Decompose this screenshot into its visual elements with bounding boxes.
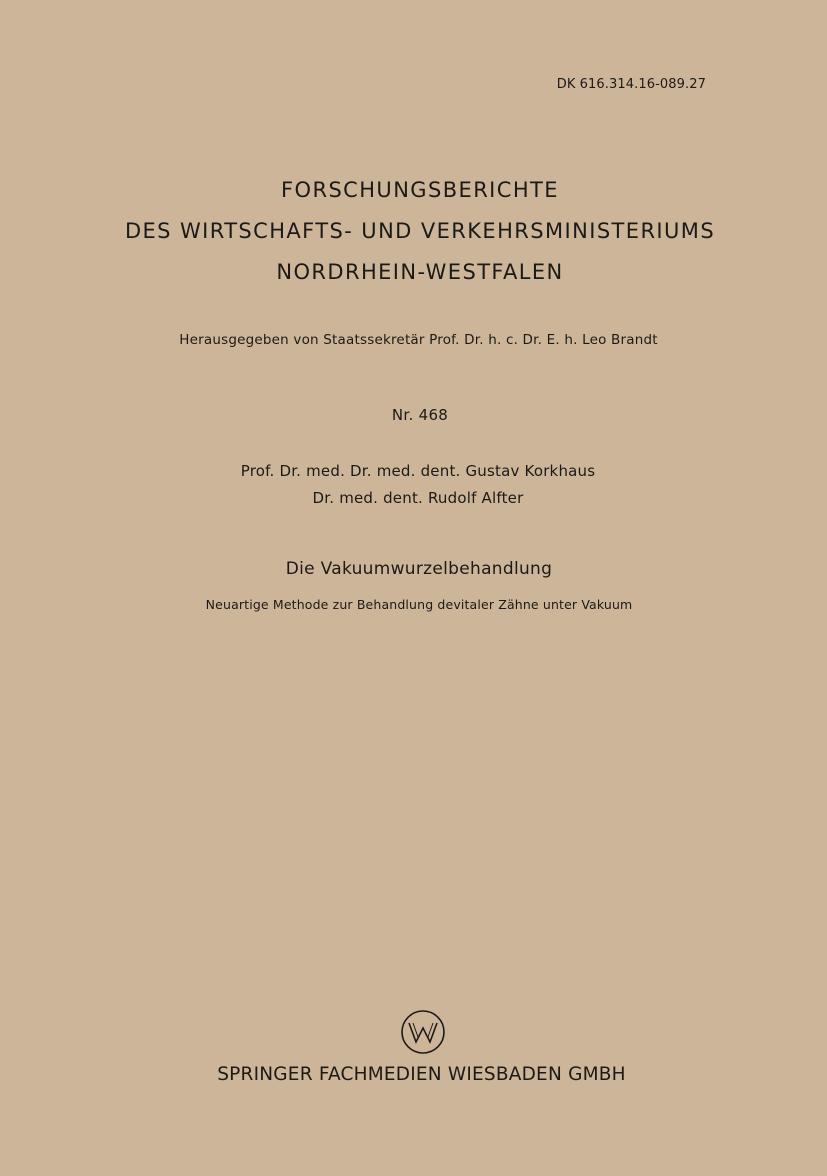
author-2: Dr. med. dent. Rudolf Alfter [312,489,524,507]
publisher-logo-icon [400,1009,446,1055]
authors [0,458,827,512]
classification-code: DK 616.314.16-089.27 [556,77,706,92]
publisher-name: SPRINGER FACHMEDIEN WIESBADEN GMBH [217,1064,626,1085]
editor-line: Herausgegeben von Staatssekretär Prof. Dr. h. c. Dr. E. h. Leo Brandt [179,332,658,348]
series-title-line-3: NORDRHEIN-WESTFALEN [276,260,564,284]
series-title-line-1: FORSCHUNGSBERICHTE [281,178,559,202]
series-title [0,170,827,293]
book-subtitle: Neuartige Methode zur Behandlung devitaler Zähne unter Vakuum [205,597,633,612]
author-1: Prof. Dr. med. Dr. med. dent. Gustav Korkhaus [240,462,596,480]
volume-number: Nr. 468 [391,406,449,424]
series-title-line-2: DES WIRTSCHAFTS- UND VERKEHRSMINISTERIUMS [124,219,716,243]
book-title: Die Vakuumwurzelbehandlung [285,559,553,579]
